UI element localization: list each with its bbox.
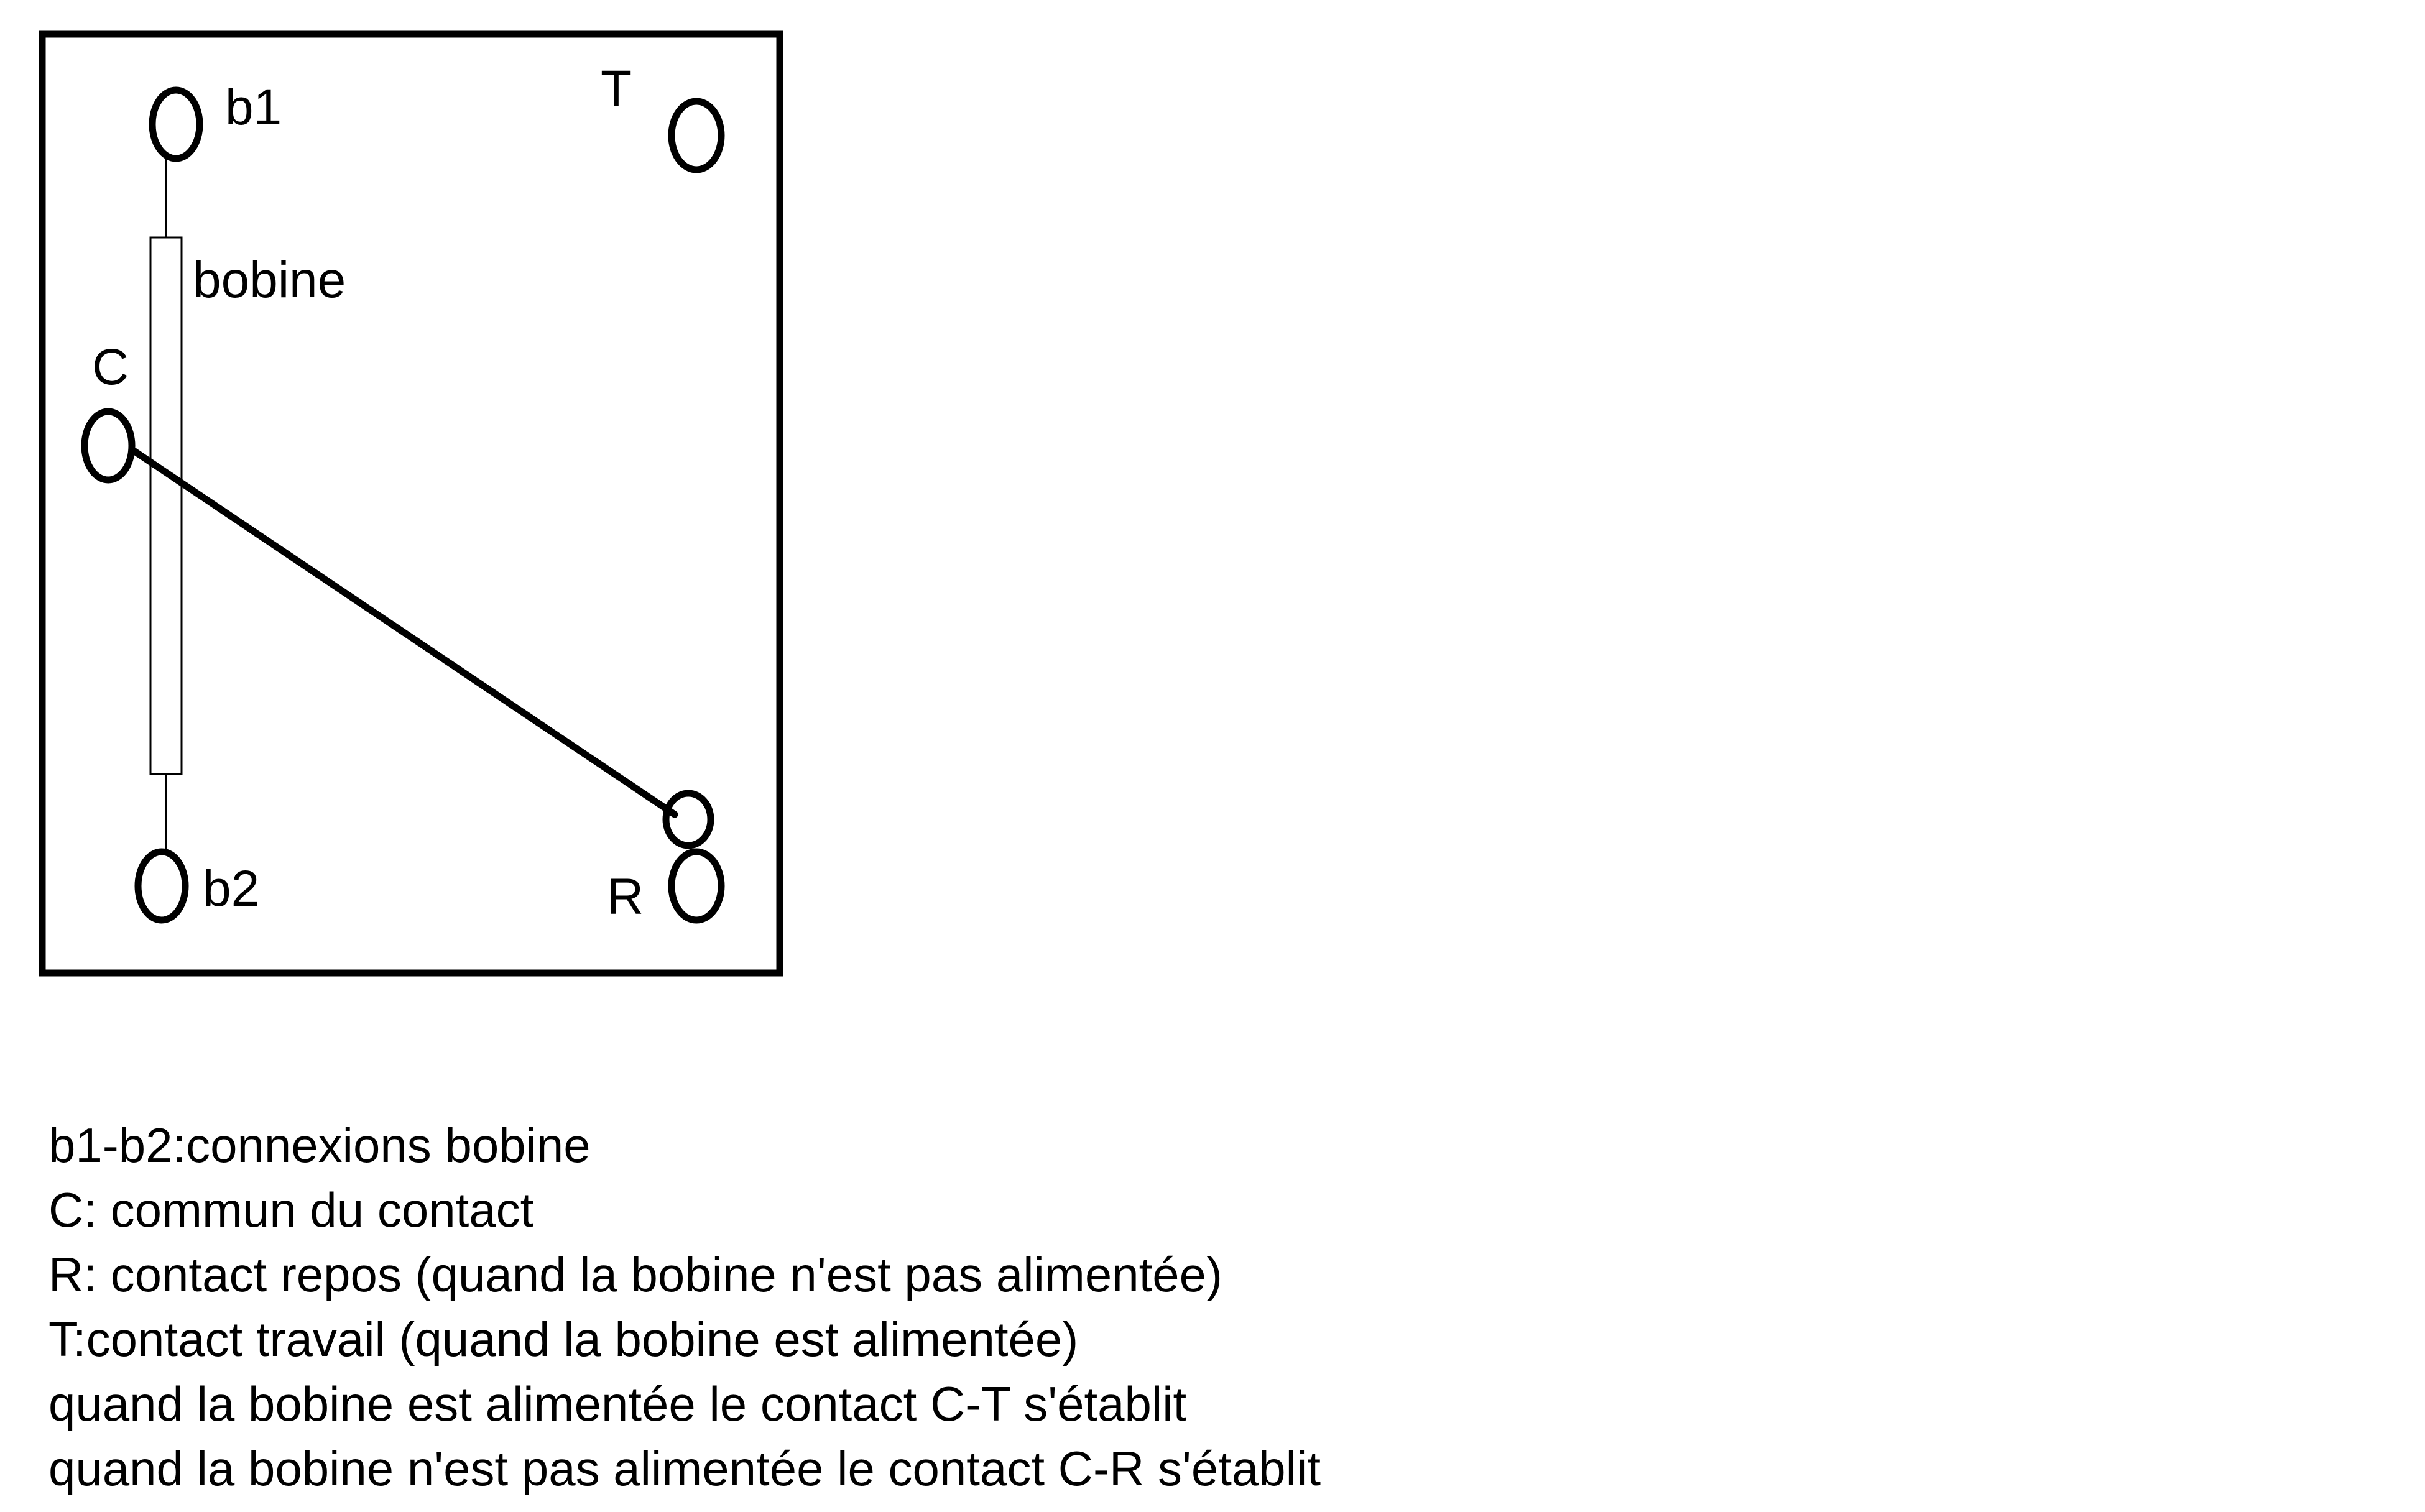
legend-line-rest-contact: R: contact repos (quand la bobine n'est pas alimentée) [48, 1247, 1223, 1302]
legend-line-common: C: commun du contact [48, 1182, 534, 1237]
terminal-t [672, 101, 721, 170]
terminal-r [672, 852, 721, 920]
label-b1: b1 [225, 79, 282, 136]
label-coil: bobine [193, 252, 346, 308]
legend [48, 1113, 1321, 1501]
terminal-b2 [138, 852, 185, 920]
label-r: R [607, 869, 644, 925]
terminal-r-contact [666, 793, 711, 846]
coil-body [150, 237, 182, 774]
terminal-c [85, 412, 132, 480]
legend-line-work-contact: T:contact travail (quand la bobine est alimentée) [48, 1312, 1079, 1367]
terminal-b1 [152, 90, 200, 159]
legend-line-deenergized: quand la bobine n'est pas alimentée le contact C-R s'établit [48, 1441, 1321, 1496]
contact-arm [134, 451, 675, 814]
label-b2: b2 [203, 860, 260, 917]
legend-line-coil: b1-b2:connexions bobine [48, 1118, 591, 1173]
legend-line-energized: quand la bobine est alimentée le contact C-T s'établit [48, 1376, 1187, 1431]
label-t: T [601, 60, 632, 117]
label-c: C [92, 339, 129, 395]
